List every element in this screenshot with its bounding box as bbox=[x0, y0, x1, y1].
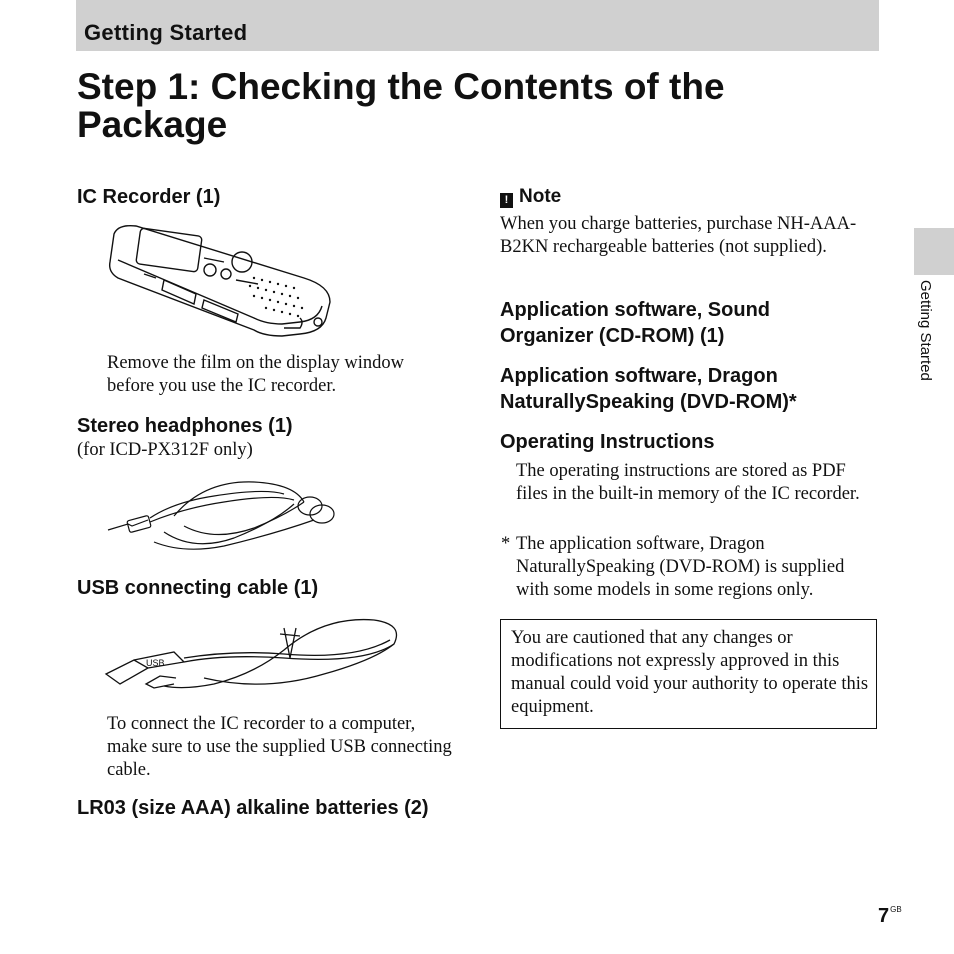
side-tab-label: Getting Started bbox=[917, 280, 934, 381]
dragon-heading: Application software, Dragon NaturallySpeaking (DVD-ROM)* bbox=[500, 365, 797, 413]
svg-text:USB: USB bbox=[146, 658, 165, 668]
operating-instructions-text: The operating instructions are stored as PDF files in the built-in memory of the IC recorder. bbox=[516, 461, 860, 504]
ic-recorder-heading: IC Recorder (1) bbox=[77, 186, 221, 208]
sound-organizer-heading: Application software, Sound Organizer (CD-ROM) (1) bbox=[500, 299, 771, 347]
caution-text: You are cautioned that any changes or modifications not expressly approved in this manual could void your authority to operate this equipment. bbox=[511, 628, 869, 717]
usb-cable-illustration bbox=[104, 614, 406, 700]
usb-cable-heading: USB connecting cable (1) bbox=[77, 577, 319, 599]
usb-cable-description: To connect the IC recorder to a computer, make sure to use the supplied USB connecting cable. bbox=[107, 714, 452, 780]
batteries-heading: LR03 (size AAA) alkaline batteries (2) bbox=[77, 797, 429, 819]
note-heading bbox=[500, 184, 561, 210]
operating-instructions-heading: Operating Instructions bbox=[500, 431, 715, 453]
page-number-value: 7 bbox=[878, 905, 890, 927]
side-tab bbox=[914, 228, 954, 275]
page-number-suffix: GB bbox=[890, 905, 902, 914]
page-number bbox=[878, 905, 902, 928]
page-title: Step 1: Checking the Contents of the Package bbox=[77, 66, 725, 145]
footnote-mark: * bbox=[501, 534, 511, 554]
headphones-illustration bbox=[104, 472, 336, 554]
headphones-heading: Stereo headphones (1) bbox=[77, 415, 293, 437]
ic-recorder-description: Remove the film on the display window before you use the IC recorder. bbox=[107, 353, 404, 396]
note-heading-label: Note bbox=[519, 186, 562, 207]
section-label: Getting Started bbox=[84, 20, 248, 45]
note-text: When you charge batteries, purchase NH-AAA-B2KN rechargeable batteries (not supplied). bbox=[500, 214, 857, 257]
ic-recorder-illustration bbox=[104, 222, 336, 342]
note-icon: ! bbox=[500, 193, 513, 208]
headphones-subtext: (for ICD-PX312F only) bbox=[77, 440, 253, 460]
caution-box bbox=[500, 619, 877, 729]
section-header-bar bbox=[76, 0, 879, 51]
footnote-text: The application software, Dragon NaturallySpeaking (DVD-ROM) is supplied with some models in some regions only. bbox=[516, 534, 845, 600]
